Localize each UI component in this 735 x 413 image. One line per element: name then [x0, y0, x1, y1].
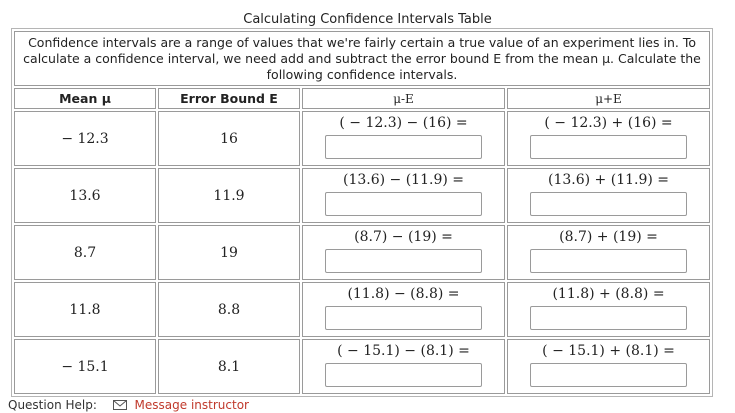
mean-cell: − 12.3 [14, 111, 156, 166]
upper-bound-expression: ( − 15.1) + (8.1) = [542, 343, 675, 359]
table-row [14, 339, 710, 394]
table-caption: Calculating Confidence Intervals Table [243, 12, 492, 27]
error-bound-cell: 11.9 [158, 168, 300, 223]
upper-bound-answer-input[interactable] [530, 306, 687, 330]
error-bound-cell: 8.8 [158, 282, 300, 337]
lower-bound-expression: (13.6) − (11.9) = [342, 172, 464, 188]
upper-bound-answer-input[interactable] [530, 135, 687, 159]
table-row [14, 282, 710, 337]
table-row [14, 111, 710, 166]
confidence-intervals-table [11, 28, 713, 397]
lower-bound-cell [302, 168, 505, 223]
lower-bound-cell [302, 282, 505, 337]
upper-bound-expression: (13.6) + (11.9) = [548, 172, 670, 188]
table-row [14, 168, 710, 223]
upper-bound-cell [507, 225, 710, 280]
header-error-bound: Error Bound E [158, 88, 300, 109]
upper-bound-answer-input[interactable] [530, 363, 687, 387]
lower-bound-cell [302, 339, 505, 394]
error-bound-cell: 19 [158, 225, 300, 280]
upper-bound-expression: (8.7) + (19) = [559, 229, 658, 245]
error-bound-cell: 8.1 [158, 339, 300, 394]
upper-bound-expression: (11.8) + (8.8) = [552, 286, 665, 302]
mean-cell: 11.8 [14, 282, 156, 337]
mean-cell: 13.6 [14, 168, 156, 223]
lower-bound-expression: ( − 12.3) − (16) = [339, 115, 468, 131]
question-help-label: Question Help: [8, 398, 97, 412]
upper-bound-expression: ( − 12.3) + (16) = [544, 115, 673, 131]
error-bound-cell: 16 [158, 111, 300, 166]
lower-bound-expression: ( − 15.1) − (8.1) = [337, 343, 470, 359]
header-upper-bound: μ+E [507, 88, 710, 109]
lower-bound-answer-input[interactable] [325, 135, 482, 159]
lower-bound-answer-input[interactable] [325, 192, 482, 216]
instructions-text: Confidence intervals are a range of values that we're fairly certain a true value of an experiment lies in. To calculate a confidence interval, we need add and subtract the error bound E from the mean μ. Calculate the following confidence intervals. [14, 31, 710, 86]
lower-bound-cell [302, 111, 505, 166]
lower-bound-answer-input[interactable] [325, 363, 482, 387]
message-instructor-link[interactable]: Message instructor [134, 398, 249, 412]
header-row [14, 88, 710, 109]
lower-bound-answer-input[interactable] [325, 249, 482, 273]
upper-bound-cell [507, 339, 710, 394]
header-lower-bound: μ-E [302, 88, 505, 109]
lower-bound-answer-input[interactable] [325, 306, 482, 330]
upper-bound-answer-input[interactable] [530, 192, 687, 216]
mean-cell: − 15.1 [14, 339, 156, 394]
upper-bound-cell [507, 168, 710, 223]
lower-bound-expression: (8.7) − (19) = [354, 229, 453, 245]
upper-bound-cell [507, 282, 710, 337]
header-mean: Mean μ [14, 88, 156, 109]
question-help-bar [8, 398, 249, 413]
mean-cell: 8.7 [14, 225, 156, 280]
upper-bound-cell [507, 111, 710, 166]
upper-bound-answer-input[interactable] [530, 249, 687, 273]
lower-bound-expression: (11.8) − (8.8) = [347, 286, 460, 302]
lower-bound-cell [302, 225, 505, 280]
envelope-icon[interactable] [113, 399, 127, 413]
table-row [14, 225, 710, 280]
